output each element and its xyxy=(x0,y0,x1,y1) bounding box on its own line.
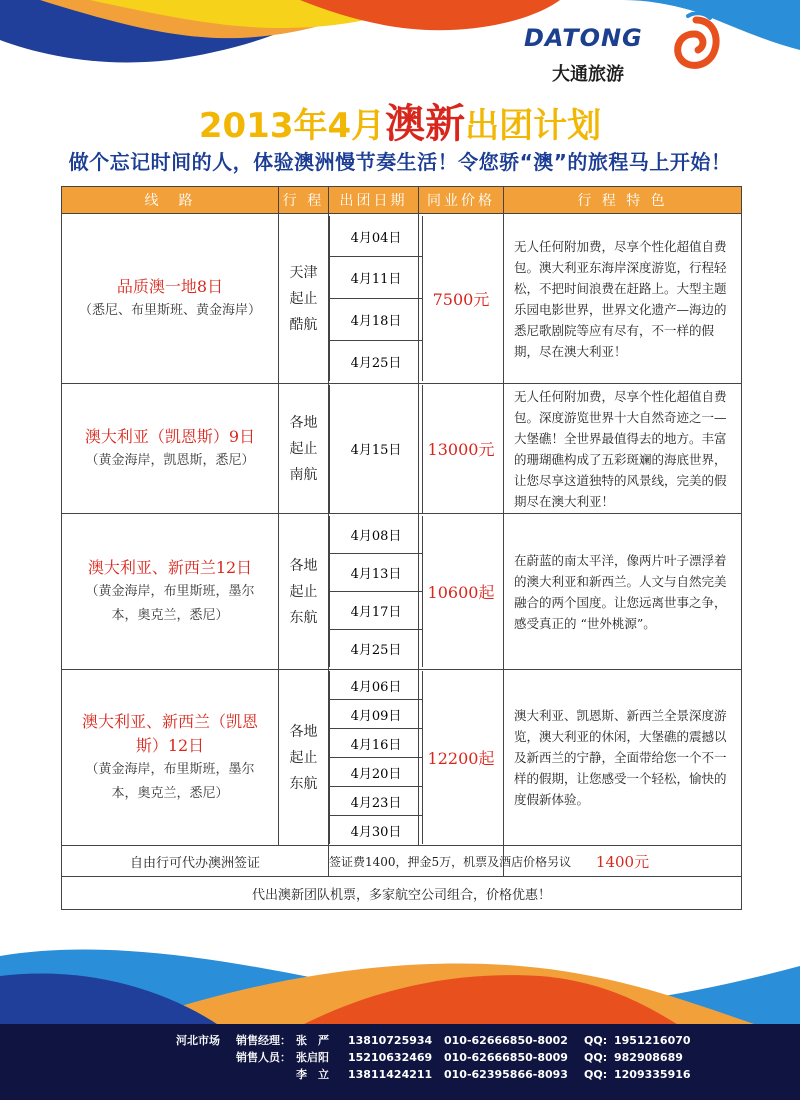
contact-row xyxy=(176,1049,684,1066)
trip-cell: 天津起止酷航 xyxy=(279,214,329,384)
contact-mobile: 15210632469 xyxy=(348,1051,433,1064)
dates-cell xyxy=(329,384,419,514)
visa-detail: 签证费1400，押金5万，机票及酒店价格另议 xyxy=(329,846,504,877)
route-name: 品质澳一地8日 xyxy=(116,276,224,296)
contact-name: 李 立 xyxy=(296,1068,329,1081)
feature-cell: 在蔚蓝的南太平洋，像两片叶子漂浮着的澳大利亚和新西兰。人文与自然完美融合的两个国度。让您远离世事之争，感受真正的 “世外桃源”。 xyxy=(504,514,742,670)
route-cities: （黄金海岸，布里斯班，墨尔本，奥克兰，悉尼） xyxy=(85,761,255,801)
route-cities: （黄金海岸，布里斯班，墨尔本，奥克兰，悉尼） xyxy=(85,583,255,623)
route-cell xyxy=(62,670,279,846)
title-suffix: 出团计划 xyxy=(465,106,602,146)
brand-logo xyxy=(524,10,724,90)
contact-qq: 982908689 xyxy=(614,1051,683,1064)
dates-cell xyxy=(329,514,419,670)
departure-date: 4月25日 xyxy=(329,341,423,381)
departure-date: 4月08日 xyxy=(329,516,423,554)
departure-date: 4月25日 xyxy=(329,630,423,667)
ticket-note: 代出澳新团队机票，多家航空公司组合，价格优惠！ xyxy=(62,877,742,910)
contact-mobile: 13810725934 xyxy=(348,1034,433,1047)
contact-tel: 010-62666850-8009 xyxy=(444,1051,568,1064)
departure-date: 4月17日 xyxy=(329,592,423,630)
bottom-wave-decoration xyxy=(0,936,800,1026)
route-cell xyxy=(62,384,279,514)
departure-date: 4月18日 xyxy=(329,299,423,341)
table-row xyxy=(62,670,742,846)
departure-date: 4月16日 xyxy=(329,729,423,758)
contact-name: 张 严 xyxy=(296,1034,329,1047)
page-title xyxy=(0,92,800,149)
visa-label: 自由行可代办澳洲签证 xyxy=(62,846,329,877)
contact-market: 河北市场 xyxy=(176,1034,220,1047)
departure-date: 4月30日 xyxy=(329,816,423,844)
dates-cell xyxy=(329,214,419,384)
route-name: 澳大利亚、新西兰12日 xyxy=(87,557,253,577)
contact-role xyxy=(236,1066,296,1083)
header-route: 线 路 xyxy=(62,187,279,214)
table-row xyxy=(62,514,742,670)
visa-row xyxy=(62,846,742,877)
feature-cell: 无人任何附加费，尽享个性化超值自费包。澳大利亚东海岸深度游览，行程轻松，不把时间浪费在赶路上。大型主题乐园电影世界，世界文化遗产—海边的悉尼歌剧院等应有尽有，不一样的假期，尽在澳大利亚！ xyxy=(504,214,742,384)
route-cities: （黄金海岸，凯恩斯，悉尼） xyxy=(85,452,255,468)
contact-qq-label: QQ: xyxy=(584,1034,608,1047)
contact-row xyxy=(176,1066,691,1083)
feature-cell: 澳大利亚、凯恩斯、新西兰全景深度游览，澳大利亚的休闲，大堡礁的震撼以及新西兰的宁静，全面带给您一个不一样的假期，让您感受一个轻松，愉快的度假新体验。 xyxy=(504,670,742,846)
subtitle-slogan: 做个忘记时间的人，体验澳洲慢节奏生活！令您骄“澳”的旅程马上开始！ xyxy=(68,150,732,174)
price-cell: 10600起 xyxy=(419,514,504,670)
contact-row xyxy=(176,1032,691,1049)
departure-date: 4月15日 xyxy=(329,385,423,513)
trip-cell: 各地起止东航 xyxy=(279,514,329,670)
route-cell xyxy=(62,214,279,384)
contact-tel: 010-62395866-8093 xyxy=(444,1068,568,1081)
route-cell xyxy=(62,514,279,670)
contact-name: 张启阳 xyxy=(296,1051,329,1064)
departure-date: 4月20日 xyxy=(329,758,423,787)
departure-date: 4月11日 xyxy=(329,257,423,299)
contact-role: 销售人员： xyxy=(236,1051,291,1064)
logo-chinese-name: 大通旅游 xyxy=(552,64,624,85)
departure-date: 4月23日 xyxy=(329,787,423,816)
contact-qq: 1209335916 xyxy=(614,1068,691,1081)
contact-mobile: 13811424211 xyxy=(348,1068,433,1081)
contact-list xyxy=(176,1032,691,1083)
header-features: 行 程 特 色 xyxy=(504,187,742,214)
dates-cell xyxy=(329,670,419,846)
table-row xyxy=(62,214,742,384)
departure-date: 4月04日 xyxy=(329,216,423,257)
contact-role: 销售经理： xyxy=(236,1034,291,1047)
departure-date: 4月09日 xyxy=(329,700,423,729)
route-name: 澳大利亚（凯恩斯）9日 xyxy=(84,426,256,446)
visa-price: 1400元 xyxy=(504,846,742,877)
contact-market xyxy=(176,1049,236,1066)
header-trip: 行 程 xyxy=(279,187,329,214)
trip-cell: 各地起止南航 xyxy=(279,384,329,514)
swirl-logo-icon xyxy=(668,12,724,82)
route-cities: （悉尼、布里斯班、黄金海岸） xyxy=(78,302,261,318)
contact-qq: 1951216070 xyxy=(614,1034,691,1047)
header-dates: 出团日期 xyxy=(329,187,419,214)
price-cell: 12200起 xyxy=(419,670,504,846)
contact-qq-label: QQ: xyxy=(584,1068,608,1081)
logo-text: DATONG xyxy=(524,24,643,52)
trip-cell: 各地起止东航 xyxy=(279,670,329,846)
price-cell: 7500元 xyxy=(419,214,504,384)
title-region: 澳新 xyxy=(385,101,466,147)
header-price: 同业价格 xyxy=(419,187,504,214)
departure-date: 4月13日 xyxy=(329,554,423,592)
contact-tel: 010-62666850-8002 xyxy=(444,1034,568,1047)
contact-market xyxy=(176,1066,236,1083)
table-row xyxy=(62,384,742,514)
departure-date: 4月06日 xyxy=(329,671,423,700)
tour-plan-table xyxy=(61,186,742,910)
price-cell: 13000元 xyxy=(419,384,504,514)
note-row xyxy=(62,877,742,910)
contact-qq-label: QQ: xyxy=(584,1051,608,1064)
feature-cell: 无人任何附加费，尽享个性化超值自费包。深度游览世界十大自然奇迹之一—大堡礁！全世界最值得去的地方。丰富的珊瑚礁构成了五彩斑斓的海底世界，让您尽享这道独特的风景线，完美的假期尽在澳大利亚！ xyxy=(504,384,742,514)
table-header-row xyxy=(62,187,742,214)
route-name: 澳大利亚、新西兰（凯恩斯）12日 xyxy=(81,711,258,755)
title-date: 2013年4月 xyxy=(198,106,386,146)
